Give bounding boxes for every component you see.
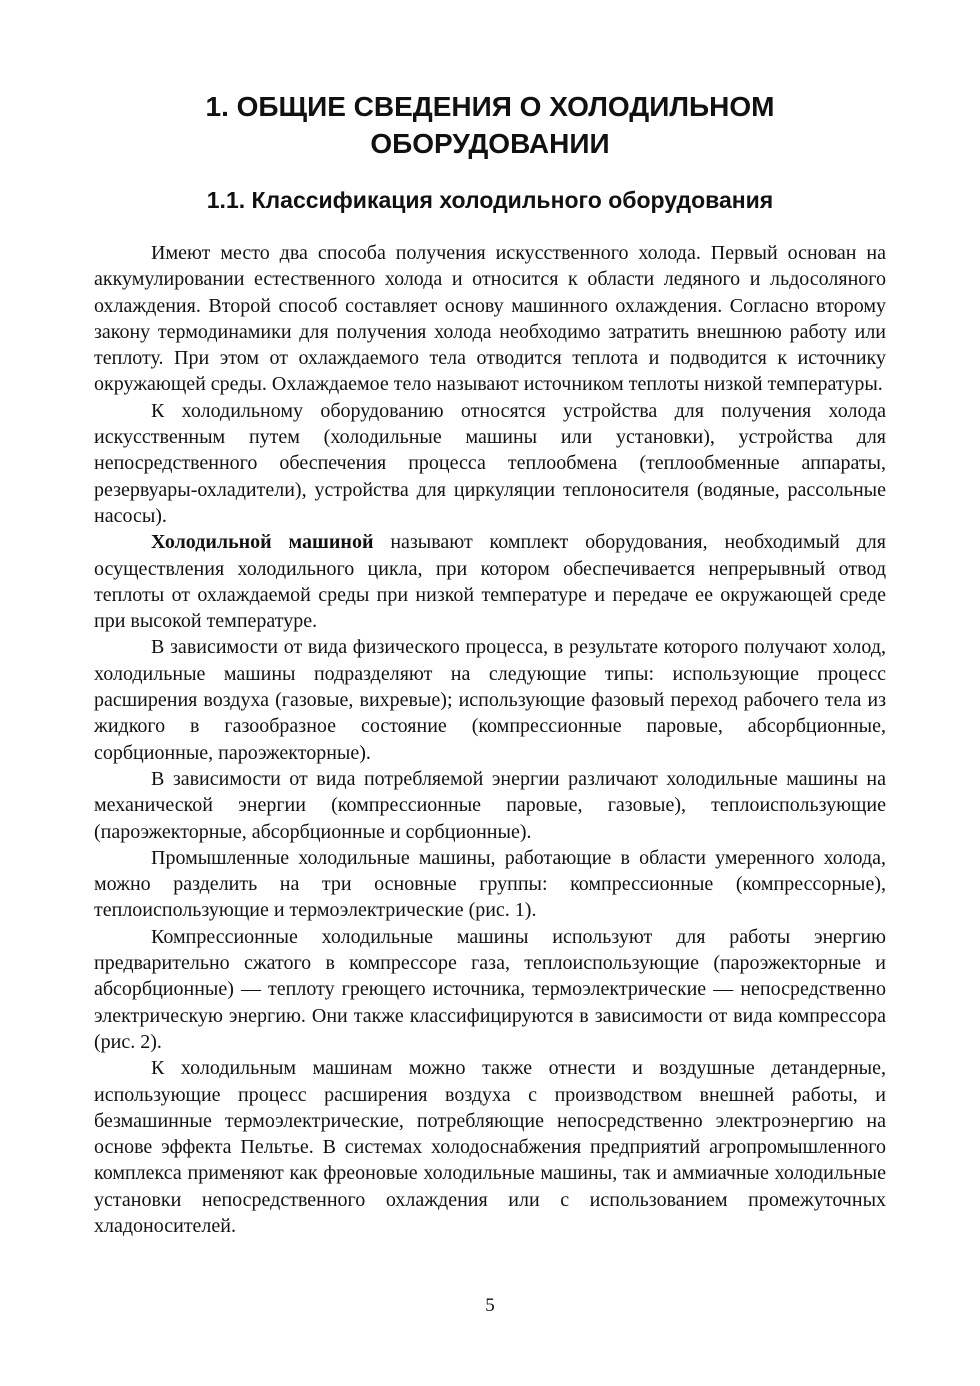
term-refrigerating-machine: Холодильной машиной [151,531,374,554]
paragraph-6: Промышленные холодильные машины, работающие в области умеренного холода, можно разделить на три основные группы: компрессионные (компрессорные), теплоиспользующие и термоэлектрические (рис. 1). [94,846,886,922]
paragraph-3 [94,529,886,634]
paragraph-2: К холодильному оборудованию относятся устройства для получения холода искусственным путем (холодильные машины или установки), устройства для непосредственного обеспечения процесса теплообмена (теплообменные аппараты, резервуары-охладители), устройства для циркуляции теплоносителя (водяные, рассольные насосы). [94,399,886,527]
paragraph-1: Имеют место два способа получения искусственного холода. Первый основан на аккумулировании естественного холода и относится к области ледяного и льдосоляного охлаждения. Второй способ составляет основу машинного охлаждения. Согласно второму закону термодинамики для получения холода необходимо затратить внешнюю работу или теплоту. При этом от охлаждаемого тела отводится теплота и подводится к источнику окружающей среды. Охлаждаемое тело называют источником теплоты низкой температуры. [94,242,886,396]
document-page [94,88,886,1239]
paragraph-7: Компрессионные холодильные машины используют для работы энергию предварительно сжатого в компрессоре газа, теплоиспользующие (пароэжекторные и абсорбционные) — теплоту греющего источника, термоэлектрические — непосредственно электрическую энергию. Они также классифицируются в зависимости от вида компрессора (рис. 2). [94,925,886,1053]
paragraph-4: В зависимости от вида физического процесса, в результате которого получают холод, холодильные машины подразделяют на следующие типы: использующие процесс расширения воздуха (газовые, вихревые); использующие фазовый переход рабочего тела из жидкого в газообразное состояние (компрессионные паровые, абсорбционные, сорбционные, пароэжекторные). [94,636,886,764]
chapter-title: 1. ОБЩИЕ СВЕДЕНИЯ О ХОЛОДИЛЬНОМ ОБОРУДОВАНИИ [205,91,775,159]
body-text [94,240,886,1239]
section-title: 1.1. Классификация холодильного оборудования [206,187,774,213]
page-number: 5 [485,1295,495,1316]
paragraph-5: В зависимости от вида потребляемой энергии различают холодильные машины на механической энергии (компрессионные паровые, газовые), теплоиспользующие (пароэжекторные, абсорбционные и сорбционные). [94,767,886,843]
paragraph-3-text: называют комплект оборудования, необходимый для осуществления холодильного цикла, при котором обеспечивается непрерывный отвод теплоты от охлаждаемой среды при низкой температуре и передаче ее окружающей среде при высокой температуре. [94,531,886,633]
paragraph-8: К холодильным машинам можно также отнести и воздушные детандерные, использующие процесс расширения воздуха с производством внешней работы, и безмашинные термоэлектрические, потребляющие непосредственно электроэнергию на основе эффекта Пельтье. В системах холодоснабжения предприятий агропромышленного комплекса применяют как фреоновые холодильные машины, так и аммиачные холодильные установки непосредственного охлаждения или с использованием промежуточных хладоносителей. [94,1057,886,1237]
